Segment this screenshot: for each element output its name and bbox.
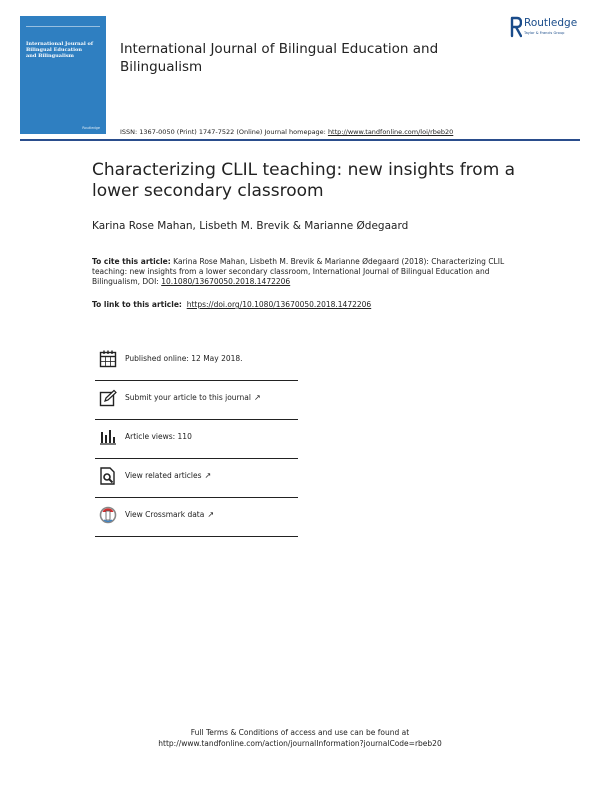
article-link-label: To link to this article: bbox=[92, 300, 182, 309]
article-views-item bbox=[95, 420, 298, 459]
cover-top-bar bbox=[26, 20, 100, 27]
article-authors: Karina Rose Mahan, Lisbeth M. Brevik & Marianne Ødegaard bbox=[92, 220, 409, 232]
citation-block bbox=[92, 257, 522, 287]
bar-chart-icon bbox=[99, 428, 117, 446]
search-document-icon bbox=[99, 467, 117, 485]
external-link-icon: ↗ bbox=[253, 393, 261, 402]
cover-title-line: Bilingual Education bbox=[26, 47, 82, 53]
crossmark-text: View Crossmark data bbox=[125, 510, 205, 519]
crossmark-icon bbox=[99, 506, 117, 524]
crossmark-label bbox=[125, 510, 214, 519]
related-articles-label bbox=[125, 471, 211, 480]
crossmark-item[interactable] bbox=[95, 498, 298, 537]
edit-icon bbox=[99, 389, 117, 407]
page-footer bbox=[0, 727, 600, 749]
article-title: Characterizing CLIL teaching: new insights from a lower secondary classroom bbox=[92, 160, 516, 201]
footer-terms-link[interactable]: http://www.tandfonline.com/action/journalInformation?journalCode=rbeb20 bbox=[158, 739, 442, 748]
external-link-icon: ↗ bbox=[207, 510, 215, 519]
external-link-icon: ↗ bbox=[204, 471, 212, 480]
citation-text: Karina Rose Mahan, Lisbeth M. Brevik & Marianne Ødegaard (2018): Characterizing CLIL teaching: new insights from a lower secondary classroom, International Journal of Bilingual Education and Bilingualism, DOI: bbox=[92, 257, 505, 286]
related-articles-text: View related articles bbox=[125, 471, 202, 480]
header-divider bbox=[20, 139, 580, 141]
cover-title-line: International Journal of bbox=[26, 41, 94, 47]
logo-name: Routledge bbox=[524, 17, 578, 29]
article-views-label: Article views: 110 bbox=[125, 432, 192, 441]
issn-text: ISSN: 1367-0050 (Print) 1747-7522 (Online) Journal homepage: bbox=[120, 128, 328, 136]
journal-homepage-link[interactable]: http://www.tandfonline.com/loi/rbeb20 bbox=[327, 128, 454, 136]
citation-doi-link[interactable]: 10.1080/13670050.2018.1472206 bbox=[161, 277, 291, 286]
submit-article-label bbox=[125, 393, 261, 402]
published-online-item bbox=[95, 342, 298, 381]
related-articles-item[interactable] bbox=[95, 459, 298, 498]
issn-line bbox=[120, 128, 453, 136]
submit-article-item[interactable] bbox=[95, 381, 298, 420]
article-link-line bbox=[92, 300, 371, 309]
cover-publisher-mark: Routledge bbox=[82, 126, 100, 130]
routledge-logo bbox=[510, 16, 590, 46]
logo-tagline: Taylor & Francis Group bbox=[524, 31, 565, 35]
footer-terms-text: Full Terms & Conditions of access and use can be found at bbox=[190, 728, 410, 737]
submit-article-text: Submit your article to this journal bbox=[125, 393, 251, 402]
journal-title[interactable]: International Journal of Bilingual Education and Bilingualism bbox=[120, 41, 439, 75]
cover-title-line: and Bilingualism bbox=[26, 53, 74, 59]
article-doi-link[interactable]: https://doi.org/10.1080/13670050.2018.1472206 bbox=[186, 300, 372, 309]
article-actions-list bbox=[95, 342, 298, 537]
cover-title bbox=[26, 41, 100, 59]
published-online-label: Published online: 12 May 2018. bbox=[125, 354, 243, 363]
calendar-icon bbox=[99, 350, 117, 368]
routledge-r-icon bbox=[510, 16, 522, 38]
journal-cover-image bbox=[20, 16, 106, 134]
citation-label: To cite this article: bbox=[92, 257, 171, 266]
